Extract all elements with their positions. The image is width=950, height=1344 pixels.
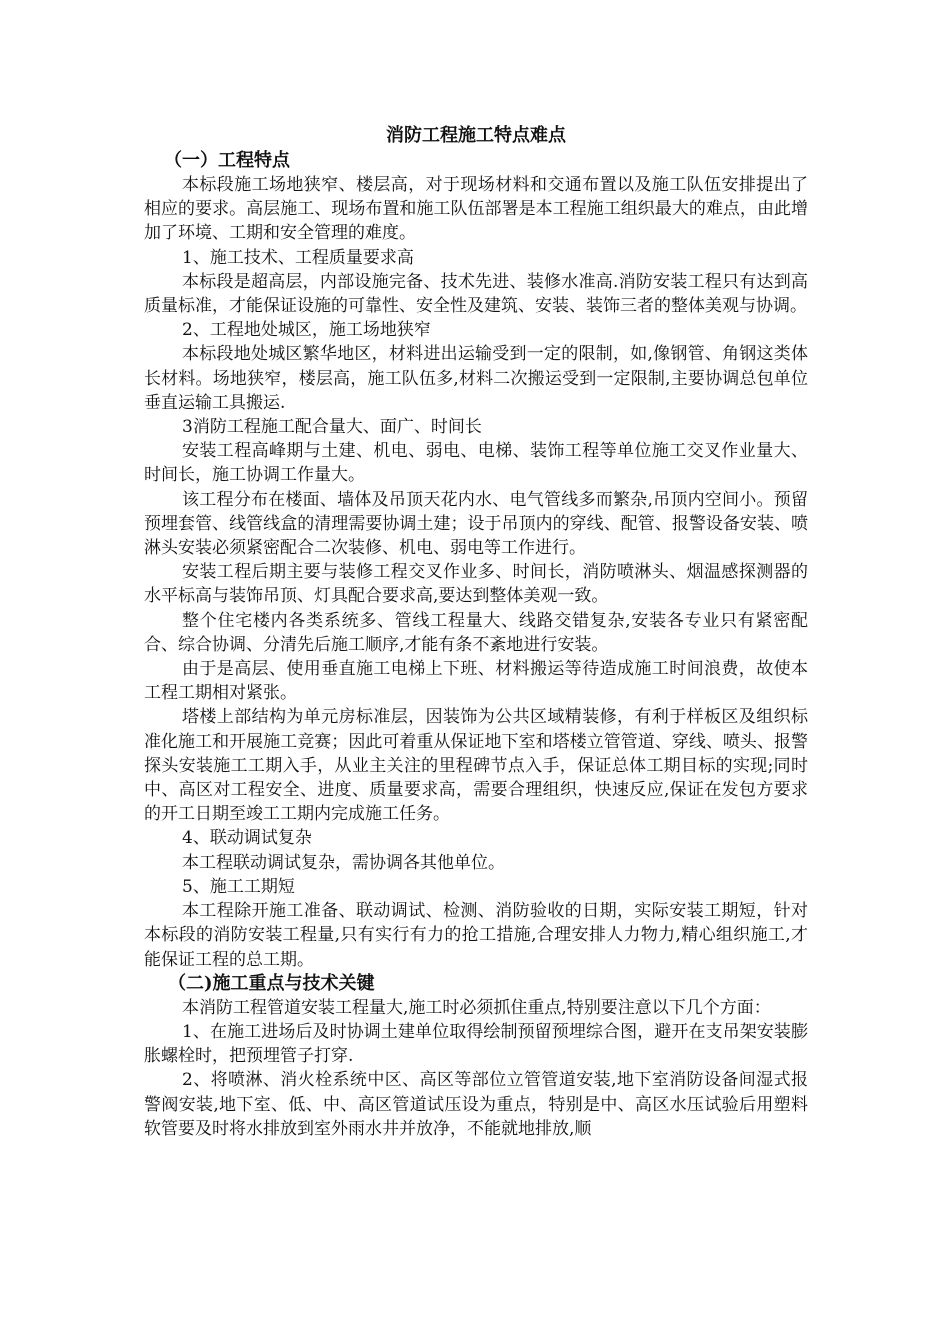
item5-paragraph: 本工程除开施工准备、联动调试、检测、消防验收的日期，实际安装工期短，针对本标段的消防安装工程量,只有实行有力的抢工措施,合理安排人力物力,精心组织施工,才能保证工程的总工期。 [144,901,808,970]
item3-paragraph-4: 整个住宅楼内各类系统多、管线工程量大、线路交错复杂,安装各专业只有紧密配合、综合协调、分清先后施工顺序,才能有条不紊地进行安装。 [144,610,808,655]
item5-heading: 5、施工工期短 [182,876,295,897]
key-point-2: 2、将喷淋、消火栓系统中区、高区等部位立管管道安装,地下室消防设备间湿式报警阀安装,地下室、低、中、高区管道试压设为重点，特别是中、高区水压试验后用塑料软管要及时将水排放到室外雨水井并放净，不能就地排放,顺 [144,1070,808,1139]
intro-paragraph: 本标段施工场地狭窄、楼层高，对于现场材料和交通布置以及施工队伍安排提出了相应的要求。高层施工、现场布置和施工队伍部署是本工程施工组织最大的难点，由此增加了环境、工期和安全管理的难度。 [144,175,808,244]
item3-paragraph-2: 该工程分布在楼面、墙体及吊顶天花内水、电气管线多而繁杂,吊顶内空间小。预留预埋套管、线管线盒的清理需要协调土建；设于吊顶内的穿线、配管、报警设备安装、喷淋头安装必须紧密配合二次装修、机电、弱电等工作进行。 [144,489,808,559]
item1-paragraph: 本标段是超高层，内部设施完备、技术先进、装修水准高.消防安装工程只有达到高质量标准，才能保证设施的可靠性、安全性及建筑、安装、装饰三者的整体美观与协调。 [144,271,808,317]
item4-paragraph: 本工程联动调试复杂，需协调各其他单位。 [182,852,505,873]
item3-paragraph-1: 安装工程高峰期与土建、机电、弱电、电梯、装饰工程等单位施工交叉作业量大、时间长，施工协调工作量大。 [144,441,808,486]
document-page [144,123,808,1141]
section-heading-features: （一）工程特点 [164,150,290,171]
item3-paragraph-3: 安装工程后期主要与装修工程交叉作业多、时间长，消防喷淋头、烟温感探测器的水平标高与装饰吊顶、灯具配合要求高,要达到整体美观一致。 [144,562,808,607]
section-heading-key-points: （二)施工重点与技术关键 [168,972,375,994]
item2-heading: 2、工程地处城区，施工场地狭窄 [182,320,431,341]
item4-heading: 4、联动调试复杂 [182,828,312,849]
item3-heading: 3消防工程施工配合量大、面广、时间长 [182,417,482,438]
document-title: 消防工程施工特点难点 [386,125,566,146]
section2-intro-paragraph: 本消防工程管道安装工程量大,施工时必须抓住重点,特别要注意以下几个方面： [182,997,771,1018]
item1-heading: 1、施工技术、工程质量要求高 [182,247,414,268]
item2-paragraph: 本标段地处城区繁华地区，材料进出运输受到一定的限制，如,像钢管、角钢这类体长材料。场地狭窄，楼层高，施工队伍多,材料二次搬运受到一定限制,主要协调总包单位垂直运输工具搬运. [144,344,808,413]
item3-paragraph-5: 由于是高层、使用垂直施工电梯上下班、材料搬运等待造成施工时间浪费，故使本工程工期相对紧张。 [144,659,808,704]
item3-paragraph-6: 塔楼上部结构为单元房标准层，因装饰为公共区域精装修，有利于样板区及组织标准化施工和开展施工竞赛；因此可着重从保证地下室和塔楼立管管道、穿线、喷头、报警探头安装施工工期入手，从业主关注的里程碑节点入手，保证总体工期目标的实现;同时中、高区对工程安全、进度、质量要求高，需要合理组织，快速反应,保证在发包方要求的开工日期至竣工工期内完成施工任务。 [144,707,808,825]
key-point-1: 1、在施工进场后及时协调土建单位取得绘制预留预埋综合图，避开在支吊架安装膨胀螺栓时，把预埋管子打穿. [144,1021,808,1067]
